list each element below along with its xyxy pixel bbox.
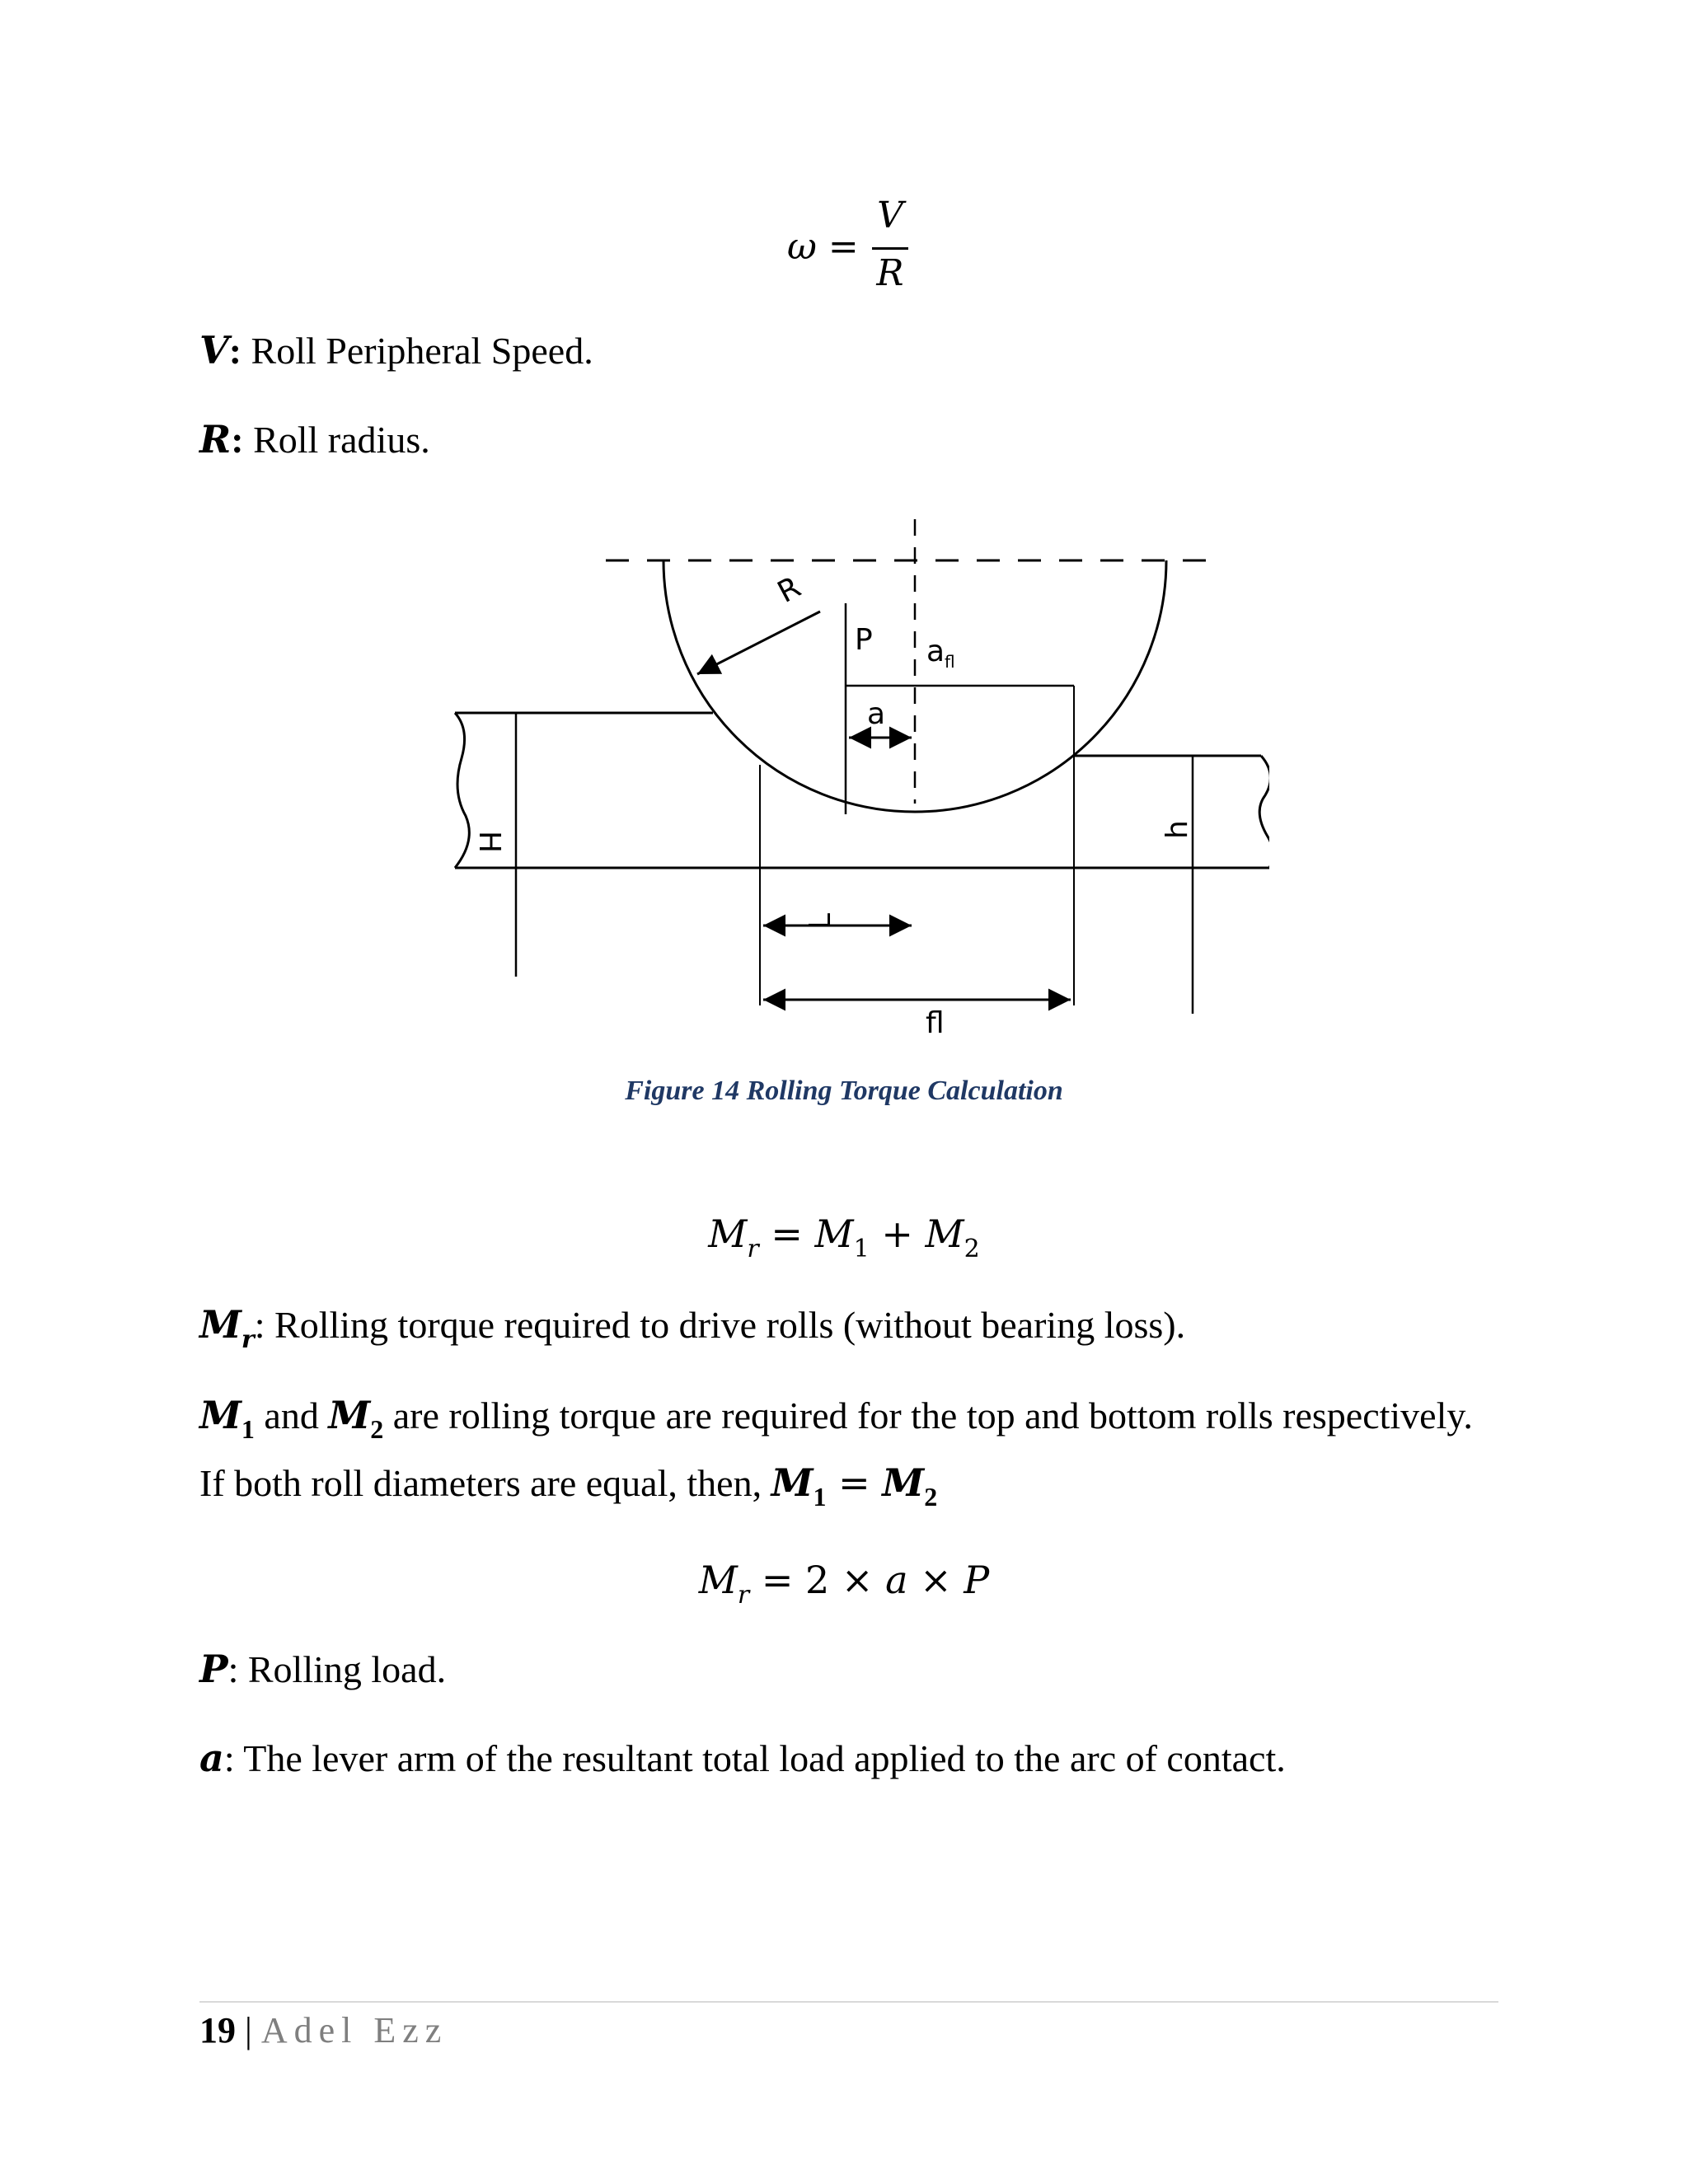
definition-a [199,1736,1286,1780]
definition-text: are rolling torque are required for the top and bottom rolls respectively. [383,1394,1473,1436]
definition-m1-m2 [199,1393,1473,1444]
m: M [708,1212,748,1256]
equals: = [826,1460,883,1505]
definition-text: : The lever arm of the resultant total load applied to the arc of contact. [223,1737,1286,1779]
sub-1: 1 [853,1235,870,1263]
times: × [907,1558,964,1602]
page-number: 19 [199,2010,236,2050]
label-a-fl-sub: fl [945,652,955,672]
symbol-m2: M [328,1393,371,1437]
m2: M [925,1212,964,1256]
sub-1: 1 [241,1414,255,1444]
symbol-r: R [199,417,232,462]
omega-numerator: V [877,194,903,237]
symbol-m2: M [882,1460,925,1505]
footer-separator: | [236,2010,261,2050]
label-l: L [804,912,837,930]
label-a-fl: a [926,635,945,668]
omega-equation [787,194,911,302]
definition-text: Roll Peripheral Speed. [241,330,593,372]
definition-mr [199,1302,1186,1354]
m1: M [814,1212,854,1256]
omega-lhs: ω = [787,226,859,268]
break-right [1259,756,1269,868]
equals: = [758,1212,815,1256]
definition-text: : Rolling load. [227,1648,447,1690]
m: M [698,1558,738,1602]
rolling-torque-diagram [445,511,1269,1038]
footer-divider [199,2001,1498,2003]
torque-equation [0,1558,1688,1610]
definition-text: Roll radius. [243,419,430,461]
sub-r: r [747,1235,759,1263]
sub-1: 1 [813,1482,827,1511]
definition-r [199,417,430,462]
definition-v [199,328,593,373]
sub-r: r [737,1581,750,1610]
equal-diameters-statement [199,1460,938,1511]
definition-p [199,1647,446,1691]
plus: + [869,1212,926,1256]
load-p: P [964,1558,990,1602]
and-text: and [254,1394,329,1436]
fraction-bar [872,247,908,250]
two-times: 2 × [805,1558,886,1602]
symbol-v: V [199,328,229,373]
label-r: R [771,570,807,610]
symbol-m: M [199,1302,241,1347]
sub-r: r [241,1325,255,1354]
lever-arm-a: a [885,1558,908,1602]
statement-text: If both roll diameters are equal, then, [199,1462,771,1504]
sub-2: 2 [924,1482,938,1511]
break-left [455,713,469,868]
symbol-m1: M [199,1393,241,1437]
colon: : [231,419,244,461]
label-a: a [867,697,886,731]
label-h-exit: h [1160,820,1194,839]
equals: = [749,1558,805,1602]
label-p: P [855,623,873,657]
figure-caption: Figure 14 Rolling Torque Calculation [625,1076,1063,1106]
definition-text: : Rolling torque required to drive rolls (without bearing loss). [254,1304,1186,1346]
symbol-m1: M [771,1460,814,1505]
symbol-a: a [199,1736,224,1780]
omega-denominator: R [876,252,904,294]
label-h-entry: H [472,831,506,854]
label-fl: fl [926,1006,945,1038]
sub-2: 2 [370,1414,384,1444]
radius-arrow [697,612,820,674]
colon: : [228,330,242,372]
symbol-p: P [199,1647,228,1691]
torque-sum-equation [0,1212,1688,1263]
footer-author: Adel Ezz [260,2010,448,2050]
page-footer [199,2009,448,2051]
sub-2: 2 [964,1235,980,1263]
